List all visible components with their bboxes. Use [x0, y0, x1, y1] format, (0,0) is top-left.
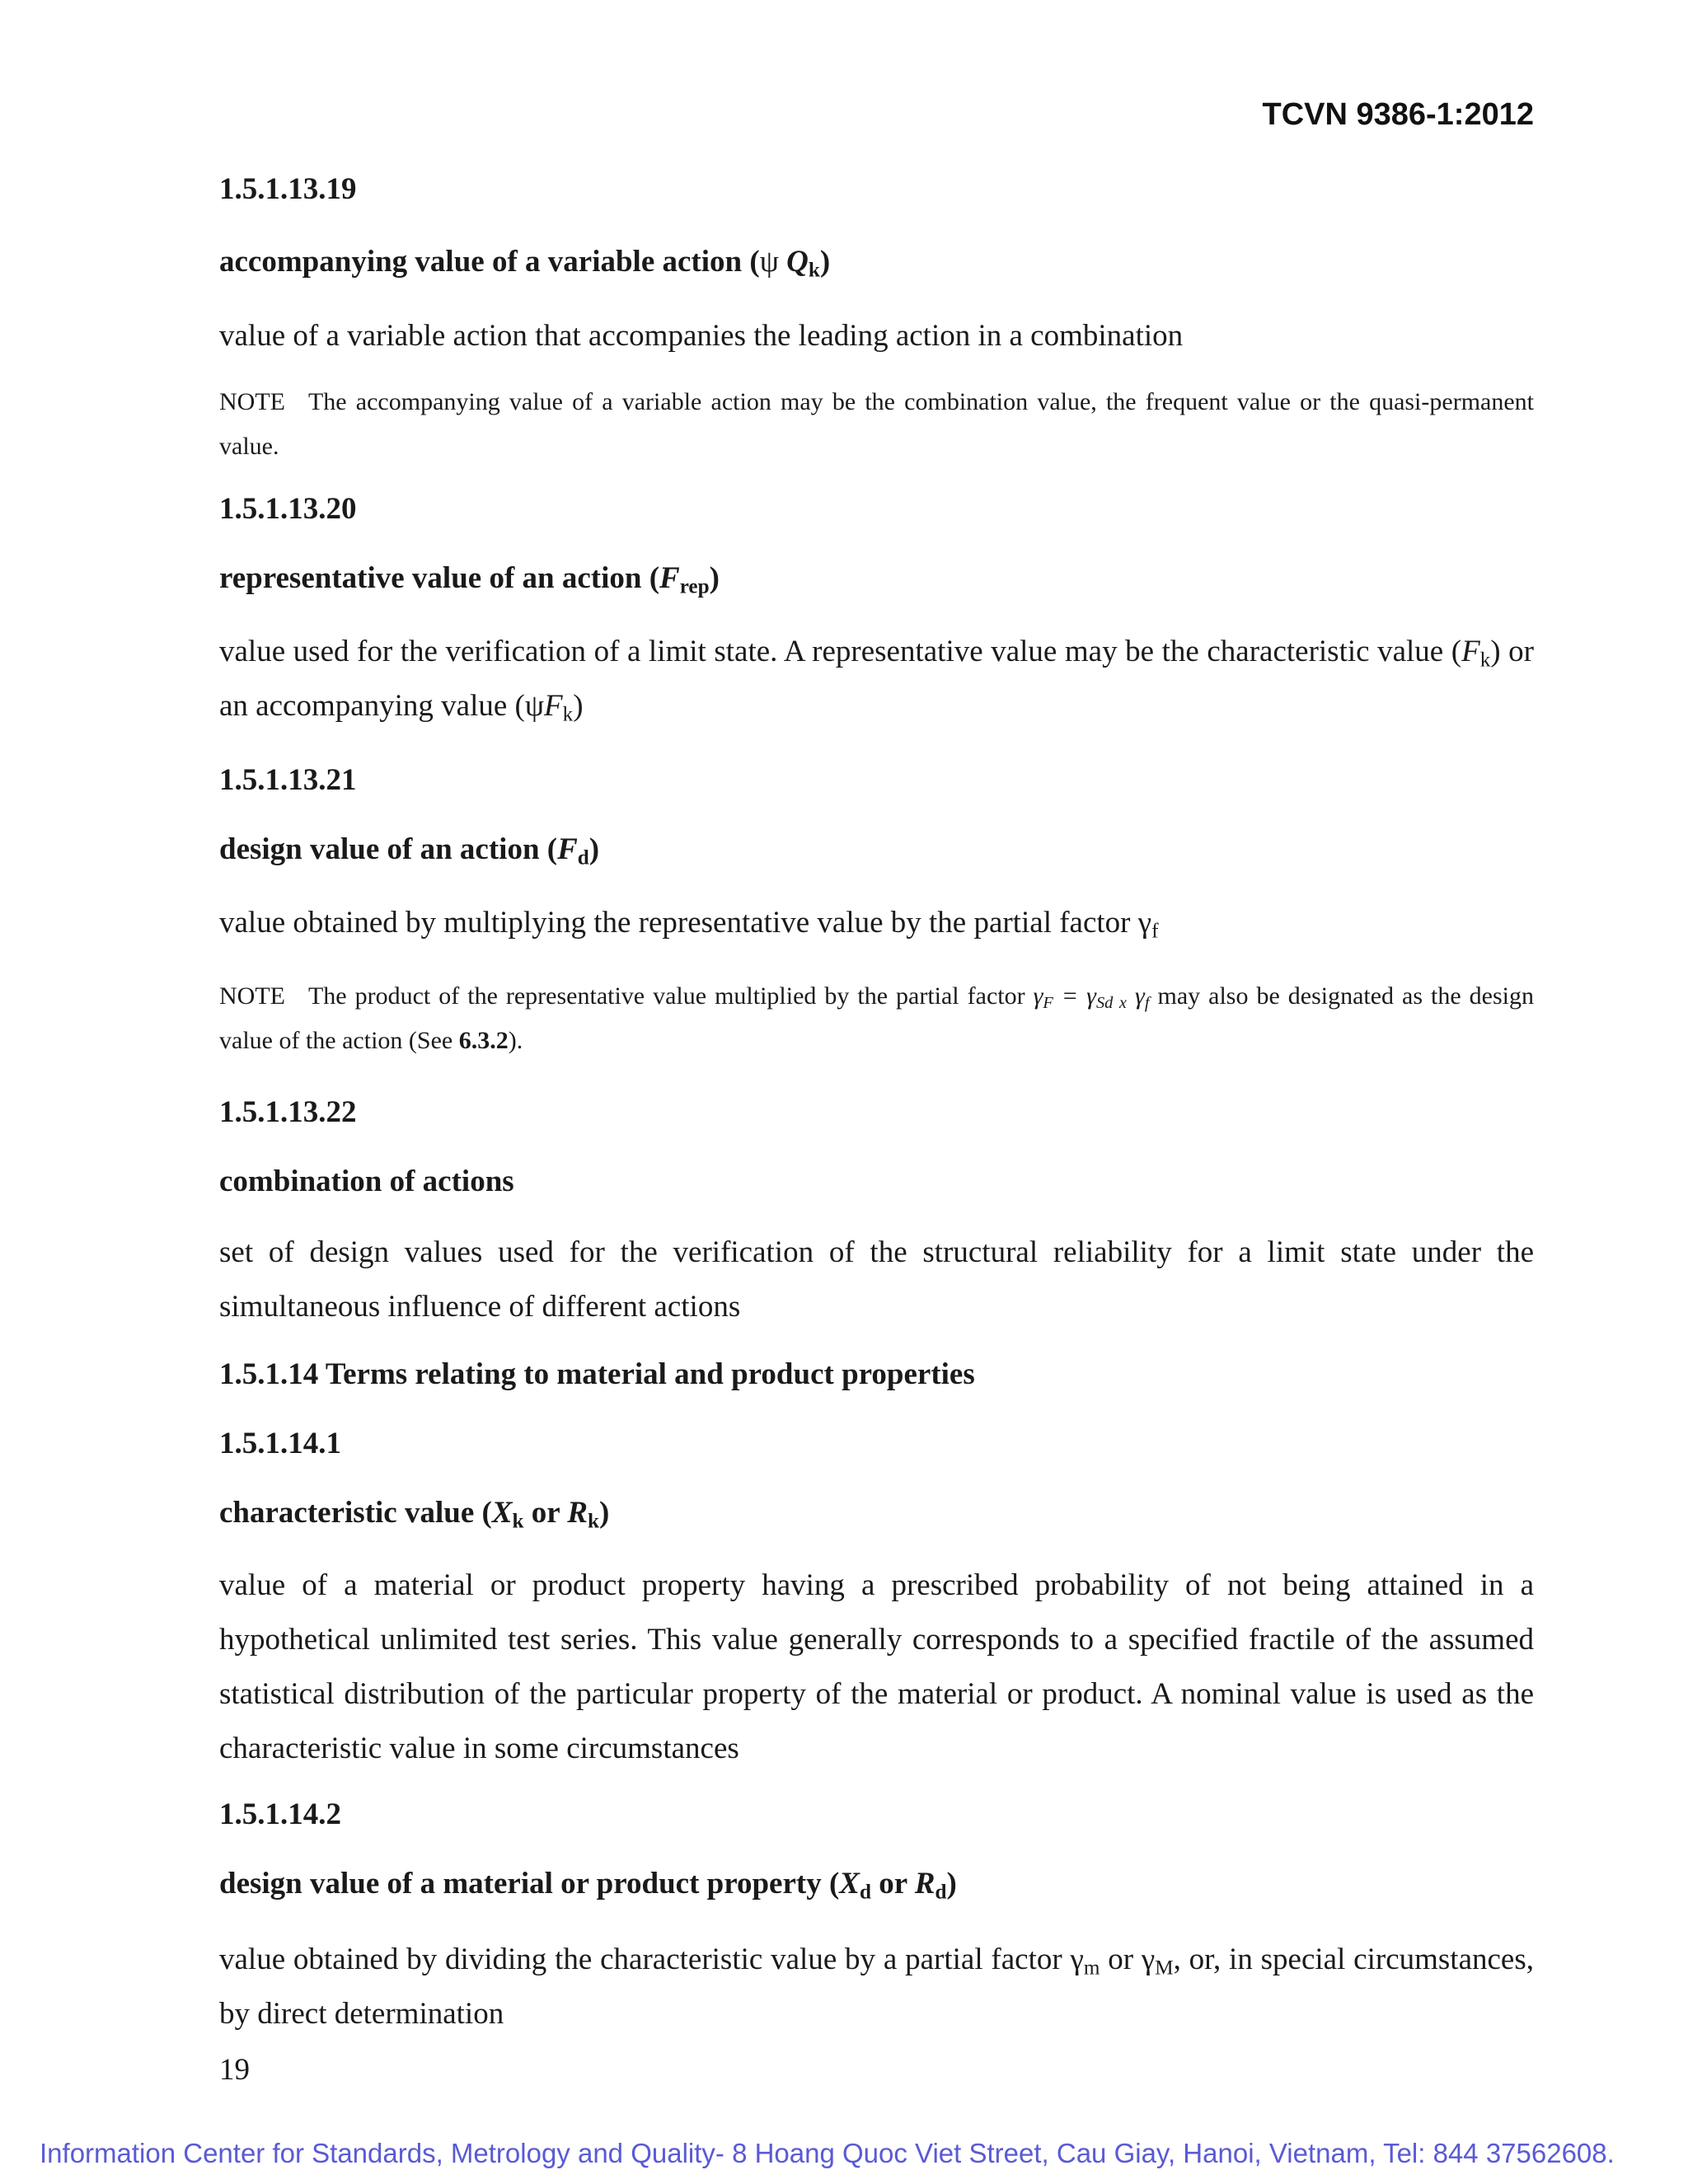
note: NOTE The product of the representative value multiplied by the partial factor $\gamma_F = \gamma_{Sd x}$ $\gamma_f$ may also be designated as the design value of the action (See 6.3.2).: [219, 982, 1535, 1054]
clause-number: 1.5.1.13.21: [219, 763, 357, 797]
term-title: accompanying value of a variable action (ψ $Q_k$): [219, 245, 831, 282]
clause-number: 1.5.1.14.2: [219, 1797, 341, 1831]
clause-number: 1.5.1.13.22: [219, 1095, 357, 1129]
term-title: characteristic value ($X_k$ or $R_k$): [219, 1496, 610, 1533]
clause-number: 1.5.1.13.19: [219, 172, 357, 206]
section-heading: 1.5.1.14 Terms relating to material and product properties: [219, 1357, 975, 1391]
partial-factor-formula: $\gamma_F = \gamma_{Sd x}$ $\gamma_f$: [1033, 982, 1150, 1013]
clause-number: 1.5.1.14.1: [219, 1427, 341, 1460]
term-definition: value obtained by multiplying the representative value by the partial factor $\gamma_f$: [219, 906, 1159, 943]
term-definition: set of design values used for the verification of the structural reliability for a limit state under the simultaneous influence of different actions: [219, 1235, 1534, 1324]
term-definition: value used for the verification of a limit state. A representative value may be the characteristic value $(F_k)$ or an accompanying value $(\psi F_k)$: [219, 635, 1534, 726]
term-title: design value of a material or product property ($X_d$ or $R_d$): [219, 1867, 957, 1904]
footer-contact-info: Information Center for Standards, Metrology and Quality- 8 Hoang Quoc Viet Street, Cau Giay, Hanoi, Vietnam, Tel: 844 37562608.: [40, 2138, 1615, 2168]
term-title: combination of actions: [219, 1165, 514, 1198]
document-code: TCVN 9386-1:2012: [1262, 97, 1534, 132]
page-number: 19: [219, 2053, 250, 2087]
term-definition: value of a variable action that accompanies the leading action in a combination: [219, 319, 1184, 353]
term-title: design value of an action $(F_d)$: [219, 832, 600, 869]
term-title: representative value of an action $(F_{rep})$: [219, 561, 720, 598]
term-definition: value of a material or product property having a prescribed probability of not being attained in a hypothetical unlimited test series. This value generally corresponds to a specified fractile of the assumed statistical distribution of the particular property of the material or product. A nominal value is used as the characteristic value in some circumstances: [219, 1568, 1534, 1765]
clause-number: 1.5.1.13.20: [219, 492, 357, 526]
term-definition: value obtained by dividing the characteristic value by a partial factor $\gamma_m$ or $\gamma_M$, or, in special circumstances, by direct determination: [219, 1943, 1534, 2031]
note: NOTE The accompanying value of a variable action may be the combination value, the frequent value or the quasi-permanent value.: [219, 388, 1534, 460]
